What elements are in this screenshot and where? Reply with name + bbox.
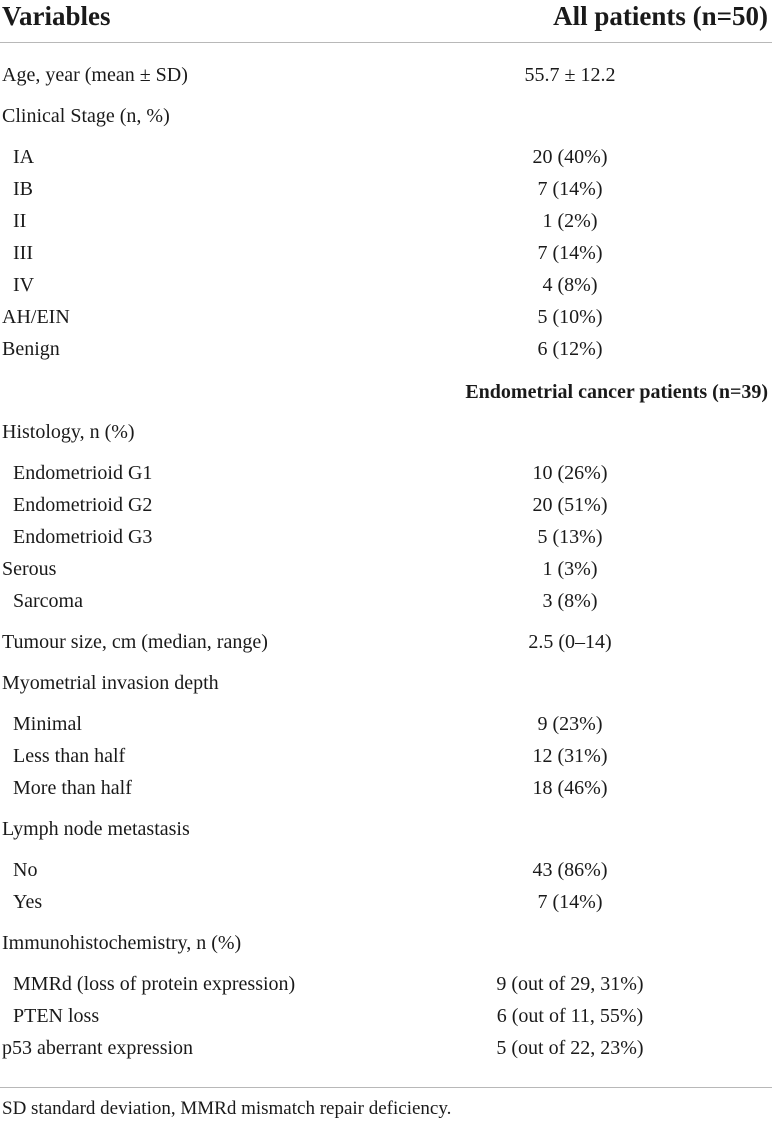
row-label: Tumour size, cm (median, range) — [2, 631, 268, 653]
table-row — [0, 553, 772, 585]
table-row — [0, 141, 772, 173]
table-row — [0, 457, 772, 489]
table-row — [0, 59, 772, 91]
table-row — [0, 667, 772, 699]
footnote: SD standard deviation, MMRd mismatch repair deficiency. — [2, 1098, 452, 1119]
row-value: 5 (out of 22, 23%) — [496, 1037, 644, 1059]
row-value: 7 (14%) — [537, 178, 603, 200]
row-value: 55.7 ± 12.2 — [524, 64, 616, 86]
row-label: Histology, n (%) — [2, 421, 135, 443]
subheader-endometrial: Endometrial cancer patients (n=39) — [465, 381, 768, 403]
table-row — [0, 100, 772, 132]
row-label: No — [13, 859, 38, 881]
table-row — [0, 333, 772, 365]
row-value: 7 (14%) — [537, 891, 603, 913]
row-label: Myometrial invasion depth — [2, 672, 219, 694]
table-row — [0, 585, 772, 617]
table-row — [0, 813, 772, 845]
row-label: p53 aberrant expression — [2, 1037, 194, 1059]
row-label: III — [13, 242, 33, 264]
row-value: 9 (23%) — [537, 713, 603, 735]
row-label: IA — [13, 146, 35, 168]
table-row — [0, 854, 772, 886]
row-label: Endometrioid G2 — [13, 494, 153, 516]
row-value: 4 (8%) — [542, 274, 598, 296]
table-row — [0, 626, 772, 658]
row-label: Lymph node metastasis — [2, 818, 190, 840]
table-header — [0, 0, 772, 42]
row-value: 5 (13%) — [537, 526, 603, 548]
row-label: Minimal — [13, 713, 82, 735]
row-value: 1 (3%) — [542, 558, 598, 580]
row-label: II — [13, 210, 27, 232]
table-row — [0, 927, 772, 959]
row-label: Endometrioid G3 — [13, 526, 153, 548]
row-value: 2.5 (0–14) — [528, 631, 612, 653]
row-value: 5 (10%) — [537, 306, 603, 328]
row-value: 7 (14%) — [537, 242, 603, 264]
table-row — [0, 416, 772, 448]
header-all-patients: All patients (n=50) — [553, 1, 768, 31]
row-value: 43 (86%) — [532, 859, 608, 881]
row-label: More than half — [13, 777, 132, 799]
row-value: 1 (2%) — [542, 210, 598, 232]
table-row — [0, 301, 772, 333]
row-value: 18 (46%) — [532, 777, 608, 799]
table-row — [0, 886, 772, 918]
row-label: Benign — [2, 338, 60, 360]
row-value: 9 (out of 29, 31%) — [496, 973, 644, 995]
row-label: AH/EIN — [2, 306, 70, 328]
row-label: IV — [13, 274, 35, 296]
row-value: 6 (12%) — [537, 338, 603, 360]
table-row — [0, 205, 772, 237]
row-label: Yes — [13, 891, 43, 913]
table-row — [0, 237, 772, 269]
row-label: Sarcoma — [13, 590, 83, 612]
row-label: Endometrioid G1 — [13, 462, 153, 484]
row-label: Age, year (mean ± SD) — [2, 64, 188, 86]
row-label: Clinical Stage (n, %) — [2, 105, 170, 127]
row-value: 3 (8%) — [542, 590, 598, 612]
table-row — [0, 489, 772, 521]
table-row — [0, 173, 772, 205]
row-label: Less than half — [13, 745, 126, 767]
row-label: IB — [13, 178, 33, 200]
row-value: 20 (51%) — [532, 494, 608, 516]
table-row — [0, 708, 772, 740]
header-variables: Variables — [2, 1, 111, 31]
table-row — [0, 740, 772, 772]
footer-rule — [0, 1087, 772, 1088]
table-row — [0, 1032, 772, 1064]
row-value: 6 (out of 11, 55%) — [496, 1005, 644, 1027]
table-row — [0, 968, 772, 1000]
row-label: MMRd (loss of protein expression) — [13, 973, 296, 995]
row-label: Serous — [2, 558, 57, 580]
row-value: 10 (26%) — [532, 462, 608, 484]
table-row — [0, 269, 772, 301]
row-value: 12 (31%) — [532, 745, 608, 767]
row-label: PTEN loss — [13, 1005, 100, 1027]
row-label: Immunohistochemistry, n (%) — [2, 932, 242, 954]
table-row — [0, 772, 772, 804]
table-row — [0, 521, 772, 553]
table-row — [0, 1000, 772, 1032]
header-rule — [0, 42, 772, 43]
row-value: 20 (40%) — [532, 146, 608, 168]
